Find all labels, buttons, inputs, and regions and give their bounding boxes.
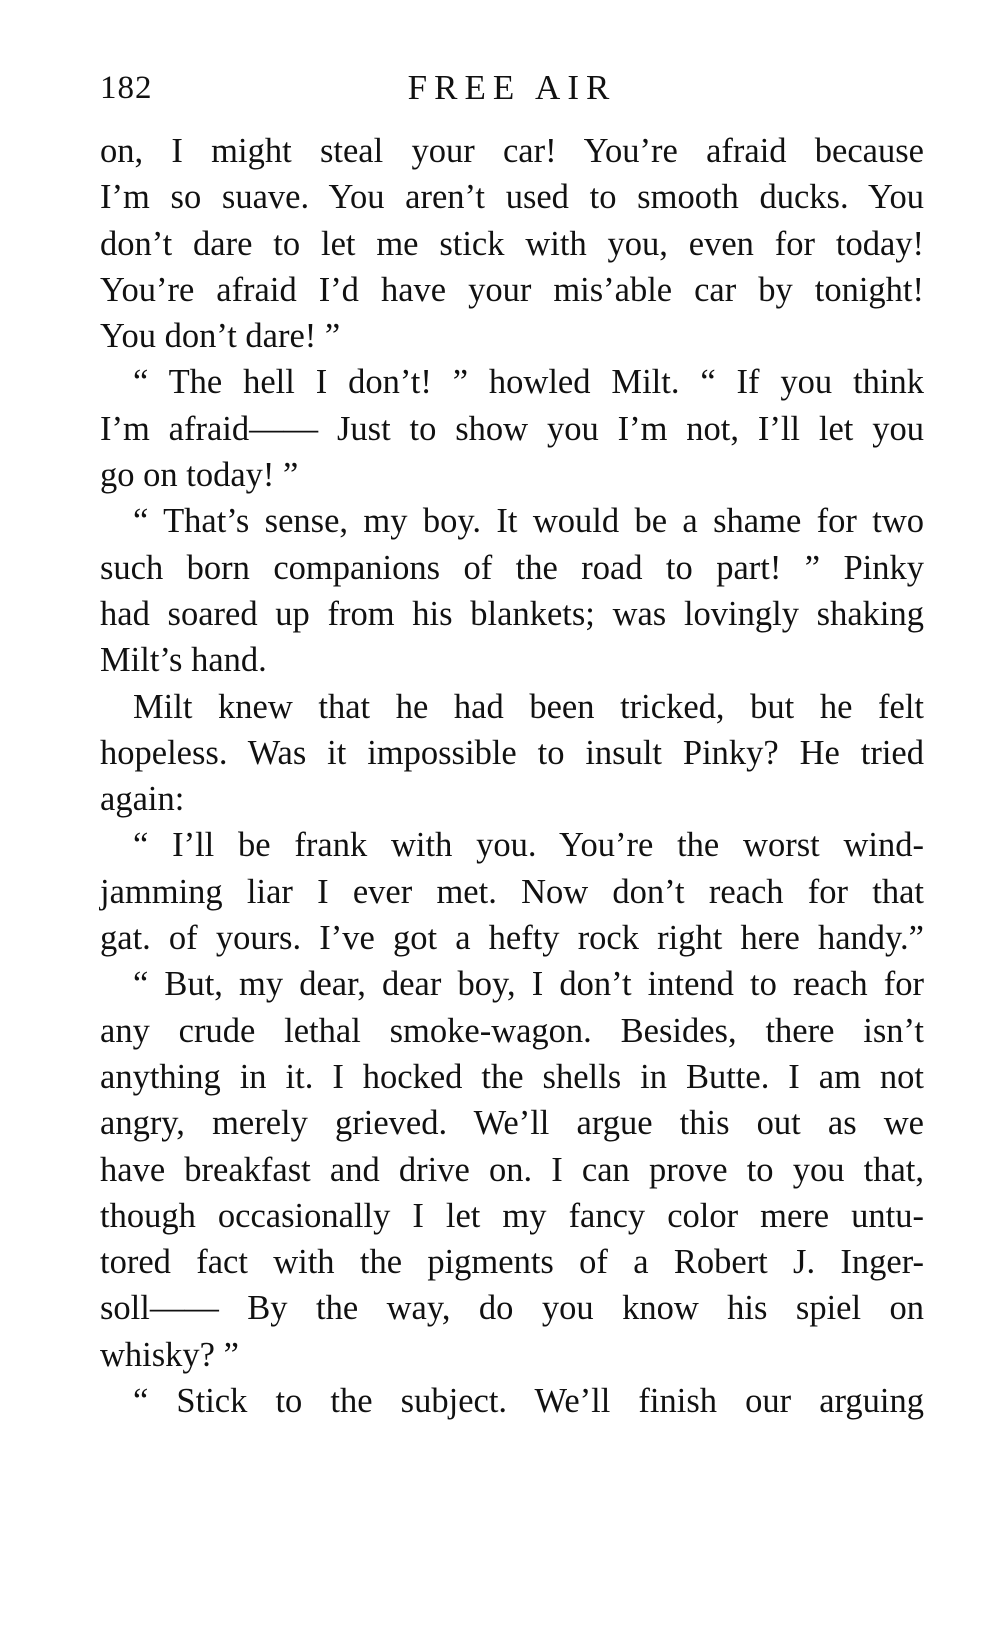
running-head: FREE AIR xyxy=(407,68,617,107)
text-line: I’m afraid—— Just to show you I’m not, I’ll let you xyxy=(100,409,924,448)
text-line: hopeless. Was it impossible to insult Pinky? He tried xyxy=(100,733,924,772)
text-line: anything in it. I hocked the shells in Butte. I am not xyxy=(100,1057,924,1096)
text-line: any crude lethal smoke-wagon. Besides, there isn’t xyxy=(100,1011,924,1050)
text-line: “ That’s sense, my boy. It would be a shame for two xyxy=(133,502,924,541)
text-line: though occasionally I let my fancy color mere untu- xyxy=(100,1196,924,1235)
page-header xyxy=(100,62,924,112)
text-line: Milt knew that he had been tricked, but he felt xyxy=(133,687,924,726)
body-text xyxy=(100,128,924,1424)
text-line: “ Stick to the subject. We’ll finish our arguing xyxy=(133,1382,924,1421)
text-line: don’t dare to let me stick with you, even for today! xyxy=(100,224,924,263)
text-line: You don’t dare! ” xyxy=(100,317,341,356)
page-number: 182 xyxy=(100,70,153,106)
text-line: again: xyxy=(100,780,185,819)
text-line: angry, merely grieved. We’ll argue this out as we xyxy=(100,1104,924,1143)
text-line: on, I might steal your car! You’re afraid because xyxy=(100,132,924,170)
text-line: Milt’s hand. xyxy=(100,641,267,680)
text-line: go on today! ” xyxy=(100,456,299,495)
text-line: I’m so suave. You aren’t used to smooth ducks. You xyxy=(100,178,924,217)
text-line: soll—— By the way, do you know his spiel on xyxy=(100,1289,924,1328)
text-line: jamming liar I ever met. Now don’t reach for that xyxy=(100,872,924,911)
text-line: had soared up from his blankets; was lovingly shaking xyxy=(100,594,924,633)
text-line: “ I’ll be frank with you. You’re the worst wind- xyxy=(133,826,924,865)
text-line: “ The hell I don’t! ” howled Milt. “ If you think xyxy=(133,363,924,402)
text-line: whisky? ” xyxy=(100,1335,239,1374)
text-line: have breakfast and drive on. I can prove to you that, xyxy=(100,1150,924,1189)
text-line: “ But, my dear, dear boy, I don’t intend to reach for xyxy=(133,965,924,1004)
text-line: tored fact with the pigments of a Robert J. Inger- xyxy=(100,1243,924,1282)
text-line: gat. of yours. I’ve got a hefty rock right here handy.” xyxy=(100,919,924,958)
text-line: You’re afraid I’d have your mis’able car by tonight! xyxy=(100,270,924,309)
text-line: such born companions of the road to part! ” Pinky xyxy=(100,548,924,587)
